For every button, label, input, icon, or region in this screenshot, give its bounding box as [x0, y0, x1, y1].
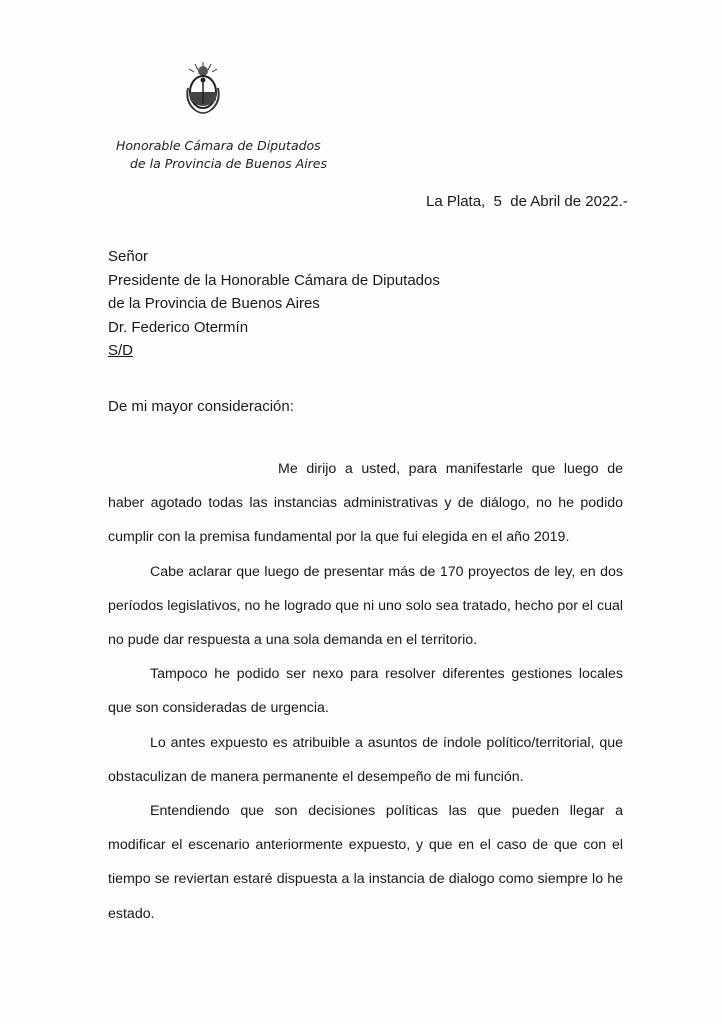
- opening-salutation: De mi mayor consideración:: [108, 398, 294, 415]
- paragraph-5: Entendiendo que son decisiones políticas las que pueden llegar a modificar el escenario anteriormente expuesto, y que en el caso de que con el tiempo se reviertan estaré dispuesta a la instancia de dialogo como siempre lo he estado.: [108, 803, 623, 922]
- date-line: La Plata, 5 de Abril de 2022.-: [426, 193, 628, 210]
- paragraph-1: Me dirijo a usted, para manifestarle que luego de haber agotado todas las instancias administrativas y de diálogo, no he podido cumplir con la premisa fundamental por la que fui elegida en el año 2019.: [108, 461, 623, 546]
- institution-line-2: de la Provincia de Buenos Aires: [130, 156, 328, 171]
- recipient-salutation-title: Señor: [108, 248, 149, 265]
- recipient-province: de la Provincia de Buenos Aires: [108, 295, 320, 312]
- paragraph-4: Lo antes expuesto es atribuible a asuntos de índole político/territorial, que obstaculizan de manera permanente el desempeño de mi función.: [108, 734, 623, 785]
- institution-line-1: Honorable Cámara de Diputados: [116, 138, 321, 153]
- institution-name: [116, 137, 327, 173]
- recipient-block: [108, 245, 440, 363]
- recipient-position: Presidente de la Honorable Cámara de Diputados: [108, 271, 440, 289]
- recipient-sd: S/D: [108, 342, 134, 359]
- recipient-name: Dr. Federico Otermín: [108, 318, 249, 336]
- letter-body: [108, 452, 623, 931]
- coat-of-arms-icon: [183, 60, 223, 118]
- paragraph-3: Tampoco he podido ser nexo para resolver diferentes gestiones locales que son consideradas de urgencia.: [108, 666, 623, 717]
- paragraph-2: Cabe aclarar que luego de presentar más de 170 proyectos de ley, en dos períodos legislativos, no he logrado que ni uno solo sea tratado, hecho por el cual no pude dar respuesta a una sola demanda en el territorio.: [108, 563, 623, 649]
